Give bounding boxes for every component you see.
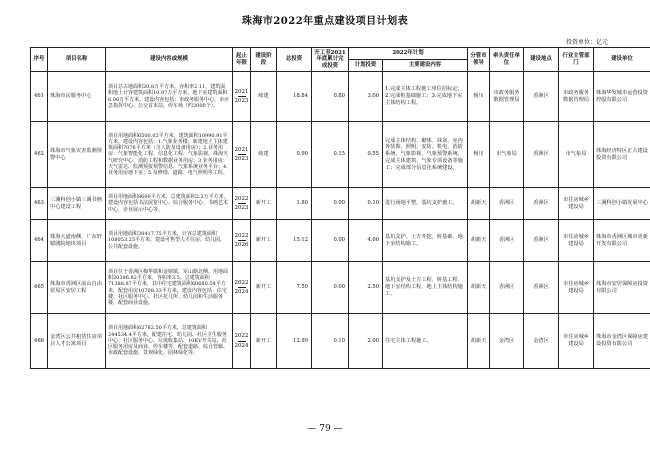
header-unit: 建设单位 xyxy=(594,48,650,72)
row-dept: 市气象局 xyxy=(559,122,594,188)
row-period xyxy=(233,220,251,262)
row-total: 0.90 xyxy=(277,122,312,188)
row-prior: 0.00 xyxy=(312,262,349,314)
period-divider xyxy=(238,240,246,241)
period-divider xyxy=(238,287,246,288)
period-divider xyxy=(238,96,246,97)
row-name: 珠海市民服务中心 xyxy=(48,72,106,122)
table-row xyxy=(31,314,650,369)
period-start: 2022 xyxy=(234,279,249,286)
row-plan: 2.00 xyxy=(349,314,383,369)
row-plan: 3.00 xyxy=(349,72,383,122)
row-total: 12.99 xyxy=(277,314,312,369)
row-stage: 新开工 xyxy=(251,314,277,369)
row-dept: 市住房城乡建设局 xyxy=(559,220,594,262)
header-location: 建设地点 xyxy=(524,48,559,72)
row-stage: 续建 xyxy=(251,122,277,188)
period-start: 2021 xyxy=(234,146,249,153)
row-builder: 珠海市安居保障房投资有限公司 xyxy=(594,262,650,314)
header-dept: 行业主管部门 xyxy=(559,48,594,72)
period-end: 2026 xyxy=(234,242,249,248)
row-stage: 新开工 xyxy=(251,262,277,314)
row-stage: 新开工 xyxy=(251,220,277,262)
row-builder: 珠海华发城市运营投资控股有限公司 xyxy=(594,72,650,122)
period-divider xyxy=(238,341,246,342)
row-prior: 0.15 xyxy=(312,122,349,188)
row-leader: 胡新天 xyxy=(468,314,490,369)
row-dept: 市住房城乡建设局 xyxy=(559,314,594,369)
page-number: — 79 — xyxy=(307,424,343,434)
header-stage: 建设阶段 xyxy=(251,48,277,72)
row-name: 三溪科创小镇三溪书画中心建设工程 xyxy=(48,188,106,220)
row-lead-unit: 香洲区 xyxy=(490,262,524,314)
row-location: 香洲区 xyxy=(524,262,559,314)
period-start: 2022 xyxy=(234,195,249,202)
table-row xyxy=(31,122,650,188)
row-location: 香洲区 xyxy=(524,188,559,220)
row-seq: 466 xyxy=(31,314,48,369)
row-builder: 三溪科创小镇发展中心 xyxy=(594,188,650,220)
row-total: 7.50 xyxy=(277,262,312,314)
table-row xyxy=(31,220,650,262)
project-table xyxy=(30,47,650,369)
row-builder: 珠海经济特区正大建设投资有限公司 xyxy=(594,122,650,188)
period-divider xyxy=(238,154,246,155)
row-seq: 465 xyxy=(31,262,48,314)
row-seq: 464 xyxy=(31,220,48,262)
row-prior: 0.80 xyxy=(312,72,349,122)
row-name: 珠海大道南侧、广东轩辕剧院地块项目 xyxy=(48,220,106,262)
row-leader: 杨川 xyxy=(468,122,490,188)
row-plan: 0.10 xyxy=(349,188,383,220)
row-content: 基坑支护、土方开挖，桩基础、地下室结构施工。 xyxy=(383,220,468,262)
row-stage: 续建 xyxy=(251,72,277,122)
row-content: 1.完成主体工程施工单位招标定； 2.完成桩基础施工；3.完成地下室主体结构工程。 xyxy=(383,72,468,122)
row-builder: 珠海市金湾区保障房建设投资有限公司 xyxy=(594,314,650,369)
period-start: 2022 xyxy=(234,232,249,239)
row-period xyxy=(233,72,251,122)
row-dept: 市政务服务数据管理局 xyxy=(559,72,594,122)
row-stage: 新开工 xyxy=(251,188,277,220)
row-scale: 项目用地面积62782.50平方米，总建筑面积244534.4平方米，配建住宅、幼儿园、社区卫生服务中心、社区服务中心、垃圾收集站、10KV开关站、社区服务用房及商业、停车楼等，配套道路、综合管廊、市政配套设施、景观绿化、园林绿化等。 xyxy=(106,314,233,369)
table-row xyxy=(31,262,650,314)
period-end: 2024 xyxy=(234,289,249,295)
row-seq: 461 xyxy=(31,72,48,122)
row-leader: 胡新天 xyxy=(468,220,490,262)
header-district: 分管市领导 xyxy=(468,48,490,72)
row-location: 金湾区 xyxy=(524,314,559,369)
unit-label: 投资单位：亿元 xyxy=(565,39,608,46)
period-start: 2021 xyxy=(234,88,249,95)
period-start: 2022 xyxy=(234,333,249,340)
row-leader: 杨川 xyxy=(468,72,490,122)
row-period xyxy=(233,314,251,369)
row-plan: 2.50 xyxy=(349,262,383,314)
row-period xyxy=(233,122,251,188)
period-end: 2023 xyxy=(234,156,249,162)
table-row xyxy=(31,72,650,122)
header-name: 项目名称 xyxy=(48,48,106,72)
header-seq: 序号 xyxy=(31,48,48,72)
header-prior: 开工至2021年底累计完成投资 xyxy=(312,48,349,72)
row-content: 进行场地平整，基坑支护施工。 xyxy=(383,188,468,220)
header-period: 起止年限 xyxy=(233,48,251,72)
row-seq: 462 xyxy=(31,122,48,188)
period-end: 2024 xyxy=(234,342,249,349)
row-lead-unit: 市气象局 xyxy=(490,122,524,188)
period-end: 2023 xyxy=(234,205,249,211)
row-scale: 项目用地面积6500.02平方米，建筑面积10990.91平方米，建设内容包括：1.气象业务楼；新建地上主体建筑面积7076平方米（含人防及设备用房）；2.业务用房：气象智能化工程、信息化工程、气象影视、珠海天气研究中心、消防工程和数据业务用房；3.业务用房：天气雷达、监测预报预警信息、气象系统业务平台；4.业务用房地下室；5.及修缮、道路、电气照明等工程。 xyxy=(106,122,233,188)
row-plan: 0.55 xyxy=(349,122,383,188)
row-lead-unit: 市政务服务数据管理局 xyxy=(490,72,524,122)
row-total: 1.80 xyxy=(277,188,312,220)
row-lead-unit: 香洲区 xyxy=(490,188,524,220)
header-plan-content: 主要建设内容 xyxy=(383,60,468,72)
row-scale: 项目位于香洲区梅华镇和金鼎镇，军山路北侧。用地面积20396.82平方米，容积率3.5，总建筑面积71388.87平方米，其中住宅建筑面积60680.54平方米，配套用房10708.33平方米，建设内容包括：住宅楼、社区服务中心、社区托儿所、幼儿园和生活服务楼、配套商业设施。 xyxy=(106,262,233,314)
row-scale: 项目总占地面积20.8万平方米，容积率2.11，建筑面积地上计容建筑面积10.97万平方米，地下室建筑面积6.06万平方米。建设内容包括：市政务服务中心、市应急指挥中心、公交首末站、停车场（约2000个）。 xyxy=(106,72,233,122)
page-title: 珠海市2022年重点建设项目计划表 xyxy=(241,16,409,27)
row-name: 珠海市香洲区前山自由贸易区安居工程 xyxy=(48,262,106,314)
row-plan: 4.00 xyxy=(349,220,383,262)
row-content: 基坑支护及土方工程、桩基工程、地下室结构工程，地上主体结构施工。 xyxy=(383,262,468,314)
row-content: 住宅主体工程施工。 xyxy=(383,314,468,369)
row-name: 珠海市气象灾害监测预警中心 xyxy=(48,122,106,188)
row-prior: 0.10 xyxy=(312,314,349,369)
row-lead-unit: 香洲区 xyxy=(490,220,524,262)
row-name: 金湾区公共租赁住房项目人才公寓项目 xyxy=(48,314,106,369)
header-total: 总投资 xyxy=(277,48,312,72)
period-divider xyxy=(238,203,246,204)
row-prior: 0.00 xyxy=(312,220,349,262)
row-location: 香洲区 xyxy=(524,122,559,188)
header-plan-invest: 计划投资 xyxy=(349,60,383,72)
row-scale: 项目用地面积38417.75平方米，计容总建筑面积108053.25平方米，建设可售型人才住房、幼儿园，公共配套设施。 xyxy=(106,220,233,262)
row-seq: 463 xyxy=(31,188,48,220)
row-leader: 胡新天 xyxy=(468,188,490,220)
period-end: 2023 xyxy=(234,98,249,104)
row-period xyxy=(233,262,251,314)
header-plan-group: 2022年计划 xyxy=(349,48,468,60)
row-prior: 0.00 xyxy=(312,188,349,220)
row-leader: 胡新天 xyxy=(468,262,490,314)
row-dept: 市住房城乡建设局 xyxy=(559,188,594,220)
row-builder: 珠海市香洲区城市更新开发有限公司 xyxy=(594,220,650,262)
row-content: 完成主体结构、砌体、抹灰、室内外装饰、照明、安防、机电、消防系统、气象影视、气象预警系统、完成主体建筑、气象专项设备等施工；完成部分信息化系统建设。 xyxy=(383,122,468,188)
row-scale: 项目用地面积8600平方米，总建筑面积2.2万平方米，建设内容包括书法展览中心、综合服务中心、书画艺术中心，企业展示中心等。 xyxy=(106,188,233,220)
header-scale: 建设内容或规模 xyxy=(106,48,233,72)
row-lead-unit: 金湾区 xyxy=(490,314,524,369)
row-location: 香洲区 xyxy=(524,72,559,122)
header-lead: 牵头责任单位 xyxy=(490,48,524,72)
row-period xyxy=(233,188,251,220)
row-total: 18.84 xyxy=(277,72,312,122)
table-row xyxy=(31,188,650,220)
row-dept: 市住房城乡建设局 xyxy=(559,262,594,314)
row-total: 15.12 xyxy=(277,220,312,262)
row-location: 香洲区 xyxy=(524,220,559,262)
